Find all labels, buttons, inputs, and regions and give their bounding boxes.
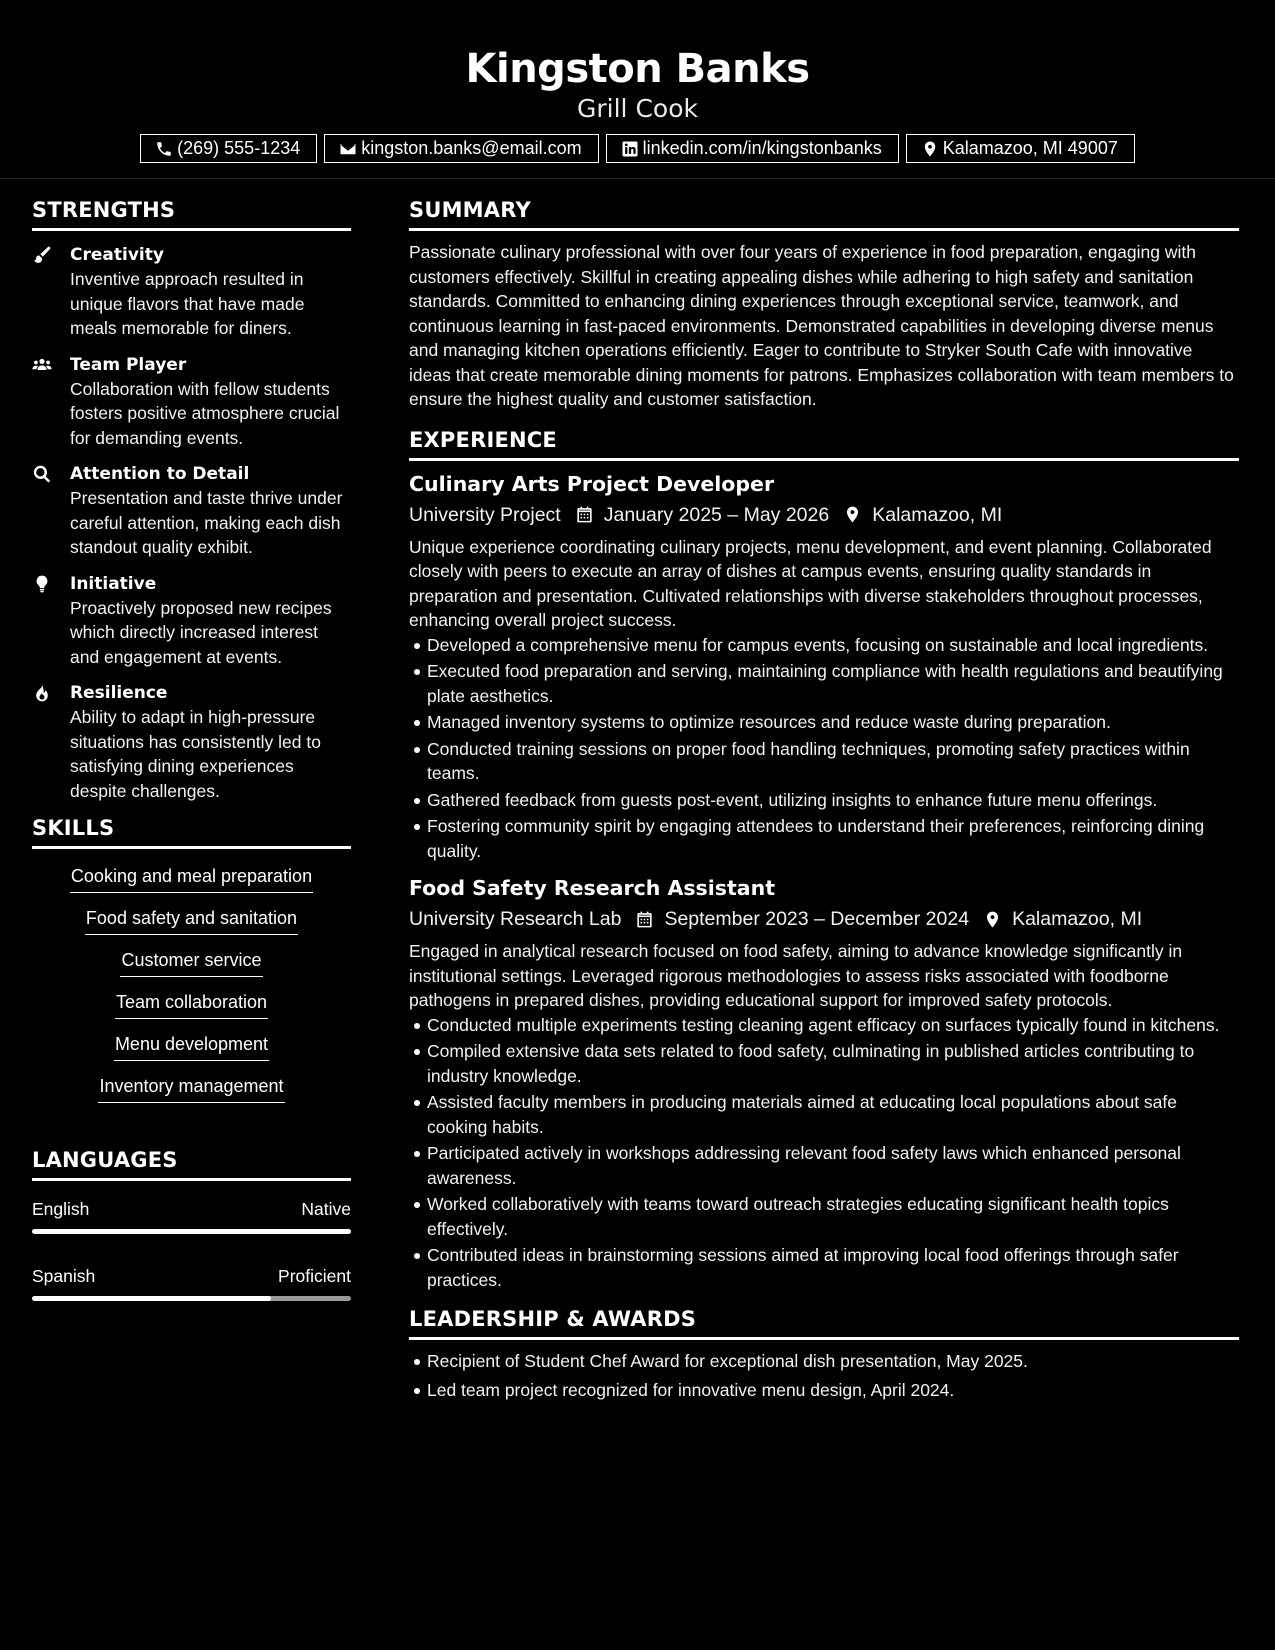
strength-title: Resilience [70,683,168,703]
languages-heading: LANGUAGES [32,1147,351,1181]
language-proficiency-fill [32,1296,271,1301]
language-level: Proficient [278,1266,351,1286]
strength-item [32,681,351,803]
job-bullet: Assisted faculty members in producing materials aimed at educating local populations about safe cooking habits. [427,1090,1239,1139]
candidate-name: Kingston Banks [465,46,810,92]
job-description: Unique experience coordinating culinary projects, menu development, and event planning. Collaborated closely with peers to execute an array of dishes at campus events, ensuring quality standards in preparation and presentation. Cultivated relationships with diverse stakeholders throughout processes, enhancing overall project success. [409,536,1212,630]
job-bullet: Gathered feedback from guests post-event, utilizing insights to enhance future menu offerings. [427,788,1239,813]
skill-tag: Food safety and sanitation [85,905,298,935]
job-bullets [409,633,1239,864]
job-dates: January 2025 – May 2026 [603,503,830,526]
language-proficiency-bar [32,1229,351,1234]
job-meta [409,904,1239,934]
job-entry [409,873,1239,1292]
linkedin-icon [621,140,639,158]
strength-description: Presentation and taste thrive under careful attention, making each dish standout quality exhibit. [70,488,343,557]
awards-heading: LEADERSHIP & AWARDS [409,1306,1239,1340]
strength-description: Proactively proposed new recipes which directly increased interest and engagement at events. [70,597,332,667]
award-item: Led team project recognized for innovative menu design, April 2024. [427,1378,1239,1403]
job-bullet: Participated actively in workshops addressing relevant food safety laws which enhanced personal awareness. [427,1141,1239,1190]
job-bullet: Executed food preparation and serving, maintaining compliance with health regulations and beautifying plate aesthetics. [427,659,1239,708]
language-proficiency-fill [32,1229,351,1234]
map-pin-icon [921,140,939,158]
contact-phone-text: (269) 555-1234 [177,138,301,158]
language-name: English [32,1199,90,1219]
strength-description: Collaboration with fellow students fosters positive atmosphere crucial for demanding events. [70,378,340,448]
strength-item [32,243,351,341]
job-bullet: Fostering community spirit by engaging attendees to understand their preferences, reinforcing dining quality. [427,814,1239,863]
language-level: Native [301,1199,351,1219]
skills-heading: SKILLS [32,815,351,849]
language-item [32,1197,351,1234]
languages-list [32,1197,351,1301]
job-bullet: Managed inventory systems to optimize resources and reduce waste during preparation. [427,710,1239,735]
strength-item [32,572,351,670]
job-dates: September 2023 – December 2024 [664,908,970,930]
language-proficiency-bar [32,1296,351,1301]
strength-description: Ability to adapt in high-pressure situations has consistently led to satisfying dining experiences despite challenges. [70,707,321,801]
award-item: Recipient of Student Chef Award for exceptional dish presentation, May 2025. [427,1349,1239,1374]
language-item [32,1264,351,1301]
envelope-icon [339,140,357,158]
strength-title: Attention to Detail [70,464,250,484]
resume-header [0,0,1275,179]
job-location: Kalamazoo, MI [872,503,1003,526]
skill-tag: Team collaboration [115,989,268,1019]
job-bullet: Conducted multiple experiments testing cleaning agent efficacy on surfaces typically found in kitchens. [427,1013,1239,1038]
skills-list [32,863,351,1103]
job-bullet: Developed a comprehensive menu for campus events, focusing on sustainable and local ingredients. [427,633,1239,658]
strengths-list [32,243,351,803]
phone-icon [155,140,173,158]
candidate-role: Grill Cook [577,94,698,123]
map-pin-icon [843,505,862,524]
job-title: Culinary Arts Project Developer [409,471,775,496]
map-pin-icon [983,910,1002,929]
contact-linkedin-text: linkedin.com/in/kingstonbanks [642,138,882,158]
skill-tag: Inventory management [98,1073,284,1103]
skill-tag: Menu development [114,1031,269,1061]
contact-email[interactable] [324,134,598,163]
job-bullet: Conducted training sessions on proper food handling techniques, promoting safety practices within teams. [427,737,1239,786]
strength-item [32,462,351,560]
skill-tag: Cooking and meal preparation [70,863,313,893]
job-bullet: Compiled extensive data sets related to food safety, culminating in published articles contributing to industry knowledge. [427,1039,1239,1088]
right-column [409,197,1239,1406]
contact-phone[interactable] [140,134,317,163]
language-name: Spanish [32,1266,96,1286]
job-entry [409,469,1239,864]
contact-email-text: kingston.banks@email.com [361,138,582,158]
job-location: Kalamazoo, MI [1012,908,1143,930]
job-organization: University Project [409,503,561,526]
strength-title: Team Player [70,354,187,375]
contact-linkedin[interactable] [606,134,899,163]
left-column [32,197,351,1331]
job-organization: University Research Lab [409,908,622,930]
job-meta [409,500,1239,530]
contact-location[interactable] [906,134,1135,163]
contact-location-text: Kalamazoo, MI 49007 [942,138,1118,158]
calendar-icon [635,910,654,929]
job-title: Food Safety Research Assistant [409,876,776,900]
contact-bar [0,134,1275,163]
strength-description: Inventive approach resulted in unique flavors that have made meals memorable for diners. [70,269,305,338]
job-bullets [409,1013,1239,1293]
job-bullet: Worked collaboratively with teams toward outreach strategies educating significant health topics effectively. [427,1192,1239,1241]
users-icon [32,355,52,375]
strength-title: Creativity [70,245,164,265]
magnifier-icon [32,464,52,484]
calendar-icon [575,505,594,524]
strength-item [32,353,351,451]
summary-heading: SUMMARY [409,197,1239,231]
strengths-heading: STRENGTHS [32,197,351,231]
skill-tag: Customer service [120,947,262,977]
job-bullet: Contributed ideas in brainstorming sessions aimed at improving local food offerings through safer practices. [427,1243,1239,1292]
job-description: Engaged in analytical research focused on food safety, aiming to advance knowledge significantly in institutional settings. Leveraged rigorous methodologies to assess risks associated with foodborne pathogens in prepared dishes, providing educational support for improved safety protocols. [409,941,1183,1010]
strength-title: Initiative [70,573,157,594]
lightbulb-icon [32,574,52,594]
paintbrush-icon [32,245,52,265]
awards-list [409,1349,1239,1402]
experience-heading: EXPERIENCE [409,427,1239,461]
flame-icon [32,683,52,703]
summary-text: Passionate culinary professional with over four years of experience in food preparation, engaging with customers effectively. Skillful in creating appealing dishes while adhering to high safety and sanitation standards. Committed to enhancing dining experiences through exceptional service, teamwork, and continuous learning in fast-paced environments. Demonstrated capabilities in developing diverse menus and managing kitchen operations efficiently. Eager to contribute to Stryker South Cafe with innovative ideas that create memorable dining moments for patrons. Emphasizes collaboration with team members to ensure the highest quality and customer satisfaction. [409,242,1234,409]
